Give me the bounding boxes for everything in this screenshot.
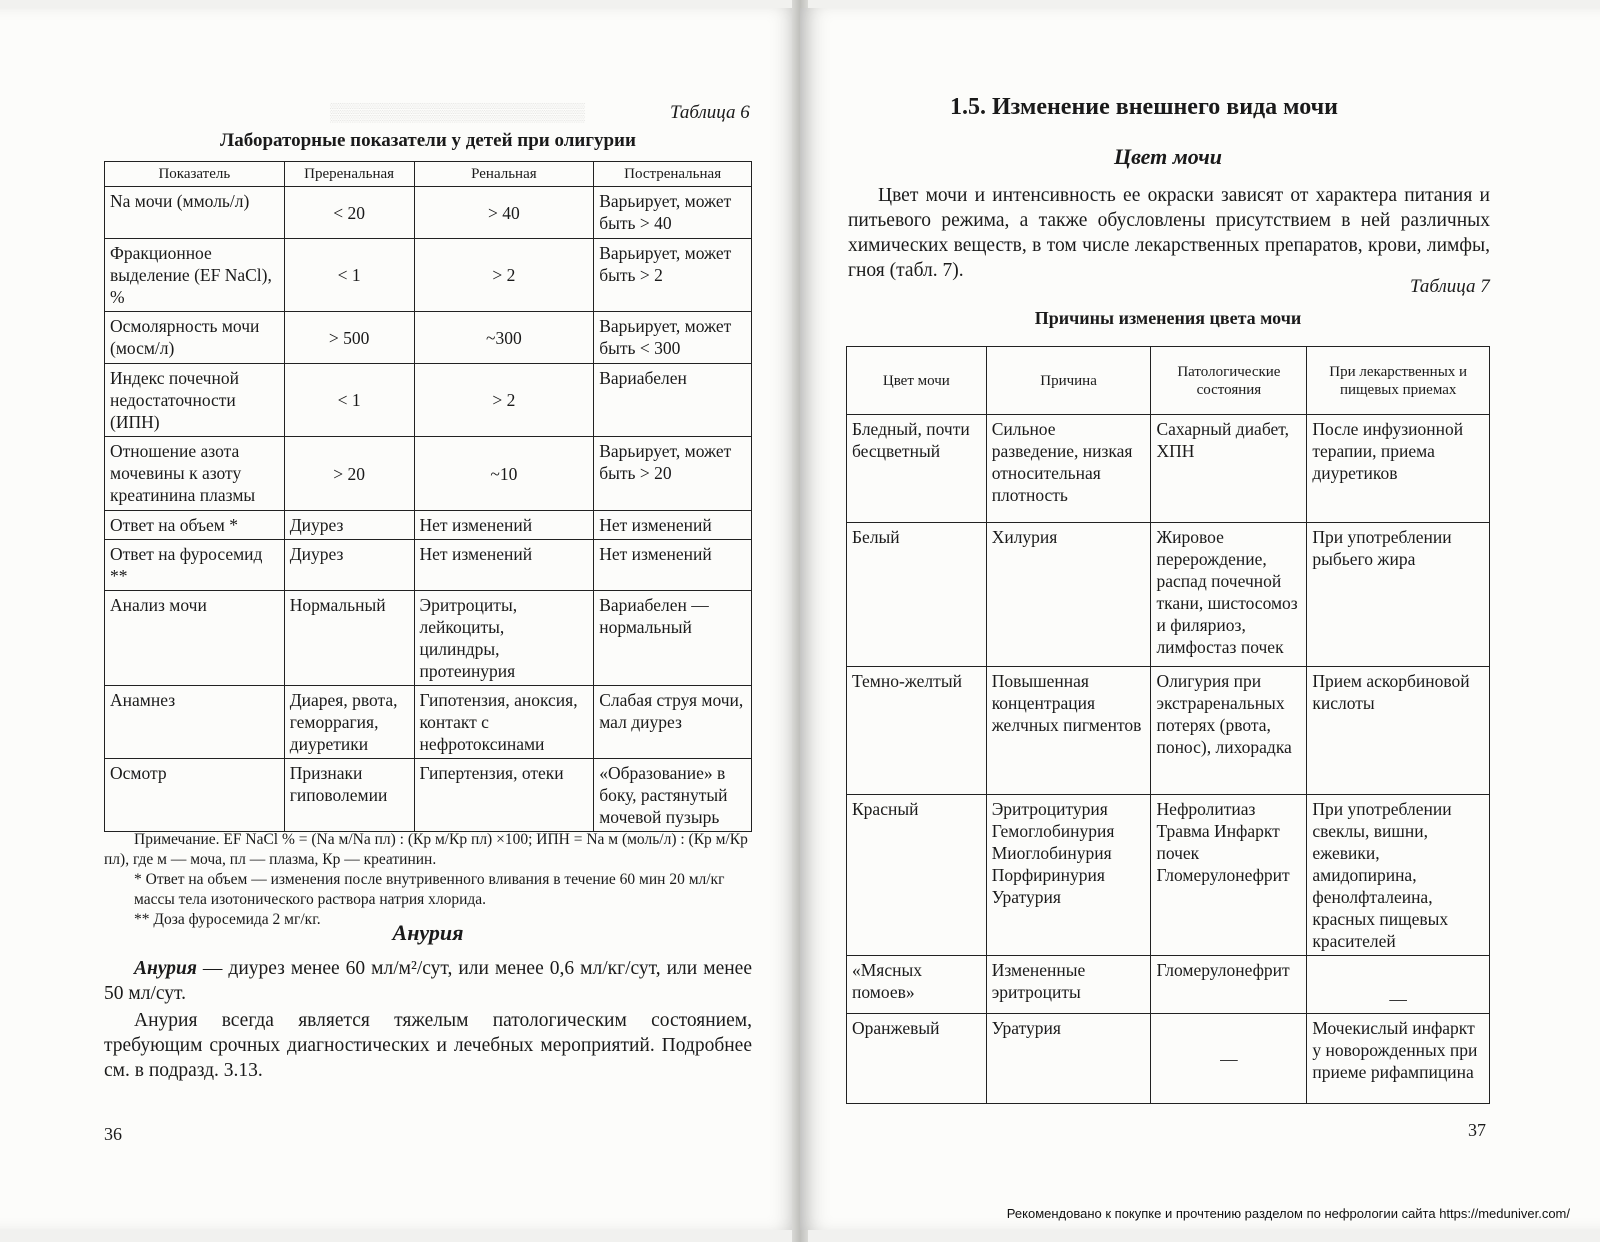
table-cell: Осмолярность мочи (мосм/л) [105,312,285,364]
table-cell: Сильное разведение, низкая относительная плотность [986,415,1151,523]
header-cell: При лекарственных и пищевых приемах [1307,347,1490,415]
table-cell: Диурез [284,540,414,591]
table-row [847,667,1490,795]
table-cell: При употреблении свеклы, вишни, ежевики, амидопирина, фенолфталеина, красных пищевых красителей [1307,795,1490,956]
table-cell: — [1307,956,1490,1014]
table-cell: Сахарный диабет, ХПН [1151,415,1307,523]
table-cell: Вариабелен — нормальный [594,591,752,686]
table-row [847,1014,1490,1104]
table-cell: Нет изменений [594,511,752,540]
table-cell: Варьирует, может быть > 20 [594,437,752,511]
table-cell: Темно-желтый [847,667,987,795]
paragraph: Анурия всегда является тяжелым патологическим состоянием, требующим срочных диагностических и лечебных мероприятий. Подробнее см. в подразд. 3.13. [104,1010,752,1081]
table-cell: — [1151,1014,1307,1104]
table-cell: «Мясных помоев» [847,956,987,1014]
table-cell: Бледный, почти бесцветный [847,415,987,523]
table-notes [104,830,752,930]
table-cell: Гипотензия, аноксия, контакт с нефротоксинами [414,686,594,759]
table-cell: Нет изменений [594,540,752,591]
table-caption: Таблица 6 [670,102,750,123]
left-page [0,8,800,1230]
table-cell: Хилурия [986,523,1151,667]
table-cell: Оранжевый [847,1014,987,1104]
table-row [105,540,752,591]
section-heading: Анурия [392,920,464,945]
footer-recommendation: Рекомендовано к покупке и прочтению разделом по нефрологии сайта https://meduniver.com/ [1006,1206,1570,1221]
table-cell: Ответ на фуросемид ** [105,540,285,591]
table-cell: Эритроцитурия Гемоглобинурия Миоглобинурия Порфиринурия Уратурия [986,795,1151,956]
table-row [105,437,752,511]
table-cell: Эритроциты, лейкоциты, цилиндры, протеинурия [414,591,594,686]
table-header-row [105,162,752,187]
table-cell: Индекс почечной недостаточности (ИПН) [105,364,285,437]
header-cell: Преренальная [284,162,414,187]
page-number: 37 [1468,1120,1486,1140]
header-cell: Патологические состояния [1151,347,1307,415]
table-cell: Нет изменений [414,540,594,591]
header-cell: Причина [986,347,1151,415]
table-cell: Варьирует, может быть > 2 [594,239,752,312]
table-row [105,312,752,364]
table-cell: Осмотр [105,759,285,832]
table-cell: Гипертензия, отеки [414,759,594,832]
page-number: 36 [104,1124,122,1144]
table-cell: Анализ мочи [105,591,285,686]
table-title: Лабораторные показатели у детей при олигурии [220,130,636,151]
table-cell: При употреблении рыбьего жира [1307,523,1490,667]
table-caption: Таблица 7 [1410,276,1490,297]
table-cell: Красный [847,795,987,956]
table-row [105,364,752,437]
table-cell: Отношение азота мочевины к азоту креатинина плазмы [105,437,285,511]
table-row [847,956,1490,1014]
paragraph: Цвет мочи и интенсивность ее окраски зависят от характера питания и питьевого режима, а также обусловлены присутствием в ней различных химических веществ, в том числе лекарственных препаратов, крови, лимфы, гноя (табл. 7). [848,185,1490,281]
table-cell: Нет изменений [414,511,594,540]
table-title: Причины изменения цвета мочи [1034,308,1302,328]
table-cell: > 40 [414,187,594,239]
table-cell: Прием аскорбиновой кислоты [1307,667,1490,795]
table-row [105,759,752,832]
bleed-through: ▒▒▒▒▒▒▒▒▒▒▒▒▒▒▒▒▒▒▒▒ [330,102,586,122]
table-row [105,239,752,312]
table-cell: Белый [847,523,987,667]
table-cell: < 1 [284,239,414,312]
right-page [800,8,1600,1230]
table-cell: «Образование» в боку, растянутый мочевой пузырь [594,759,752,832]
table-row [847,415,1490,523]
section-heading: Цвет мочи [1113,144,1223,169]
table-row [105,686,752,759]
table-cell: Повышенная концентрация желчных пигментов [986,667,1151,795]
table-header-row [847,347,1490,415]
table-cell: Признаки гиповолемии [284,759,414,832]
definition: — диурез менее 60 мл/м²/сут, или менее 0,6 мл/кг/сут, или менее 50 мл/сут. [104,958,752,1004]
table-cell: Мочекислый инфаркт у новорожденных при приеме рифампицина [1307,1014,1490,1104]
table-oliguria [104,161,752,832]
table-cell: < 20 [284,187,414,239]
table-row [847,523,1490,667]
table-cell: ~10 [414,437,594,511]
table-cell: Олигурия при экстраренальных потерях (рвота, понос), лихорадка [1151,667,1307,795]
table-note: ** Доза фуросемида 2 мг/кг. [134,911,321,928]
table-note: * Ответ на объем — изменения после внутривенного вливания в течение 60 мин 20 мл/кг массы тела изотонического раствора натрия хлорида. [134,871,725,908]
table-cell: Гломерулонефрит [1151,956,1307,1014]
header-cell: Цвет мочи [847,347,987,415]
table-cell: > 20 [284,437,414,511]
table-cell: > 2 [414,239,594,312]
table-cell: Измененные эритроциты [986,956,1151,1014]
chapter-heading: 1.5. Изменение внешнего вида мочи [950,94,1338,120]
table-cell: Диарея, рвота, геморрагия, диуретики [284,686,414,759]
table-cell: < 1 [284,364,414,437]
table-cell: Na мочи (ммоль/л) [105,187,285,239]
table-cell: > 2 [414,364,594,437]
header-cell: Показатель [105,162,285,187]
table-cell: ~300 [414,312,594,364]
paragraph [104,956,752,1006]
table-cell: Уратурия [986,1014,1151,1104]
table-row [105,511,752,540]
table-cell: Варьирует, может быть > 40 [594,187,752,239]
table-cell: > 500 [284,312,414,364]
table-row [847,795,1490,956]
table-cell: Фракционное выделение (EF NaCl), % [105,239,285,312]
table-cell: Анамнез [105,686,285,759]
table-cell: После инфузионной терапии, приема диуретиков [1307,415,1490,523]
header-cell: Постренальная [594,162,752,187]
header-cell: Ренальная [414,162,594,187]
table-cell: Диурез [284,511,414,540]
table-cell: Нормальный [284,591,414,686]
table-cell: Слабая струя мочи, мал диурез [594,686,752,759]
term: Анурия [134,958,197,979]
table-cell: Варьирует, может быть < 300 [594,312,752,364]
table-note: Примечание. EF NaCl % = (Na м/Na пл) : (Кр м/Кр пл) ×100; ИПН = Na м (моль/л) : (Кр м/Кр пл), где м — моча, пл — плазма, Кр — креатинин. [104,831,748,868]
table-cell: Вариабелен [594,364,752,437]
table-cell: Нефролитиаз Травма Инфаркт почек Гломерулонефрит [1151,795,1307,956]
table-cell: Жировое перерождение, распад почечной ткани, шистосомоз и филяриоз, лимфостаз почек [1151,523,1307,667]
table-cell: Ответ на объем * [105,511,285,540]
table-urine-color [846,346,1490,1104]
table-row [105,187,752,239]
table-row [105,591,752,686]
